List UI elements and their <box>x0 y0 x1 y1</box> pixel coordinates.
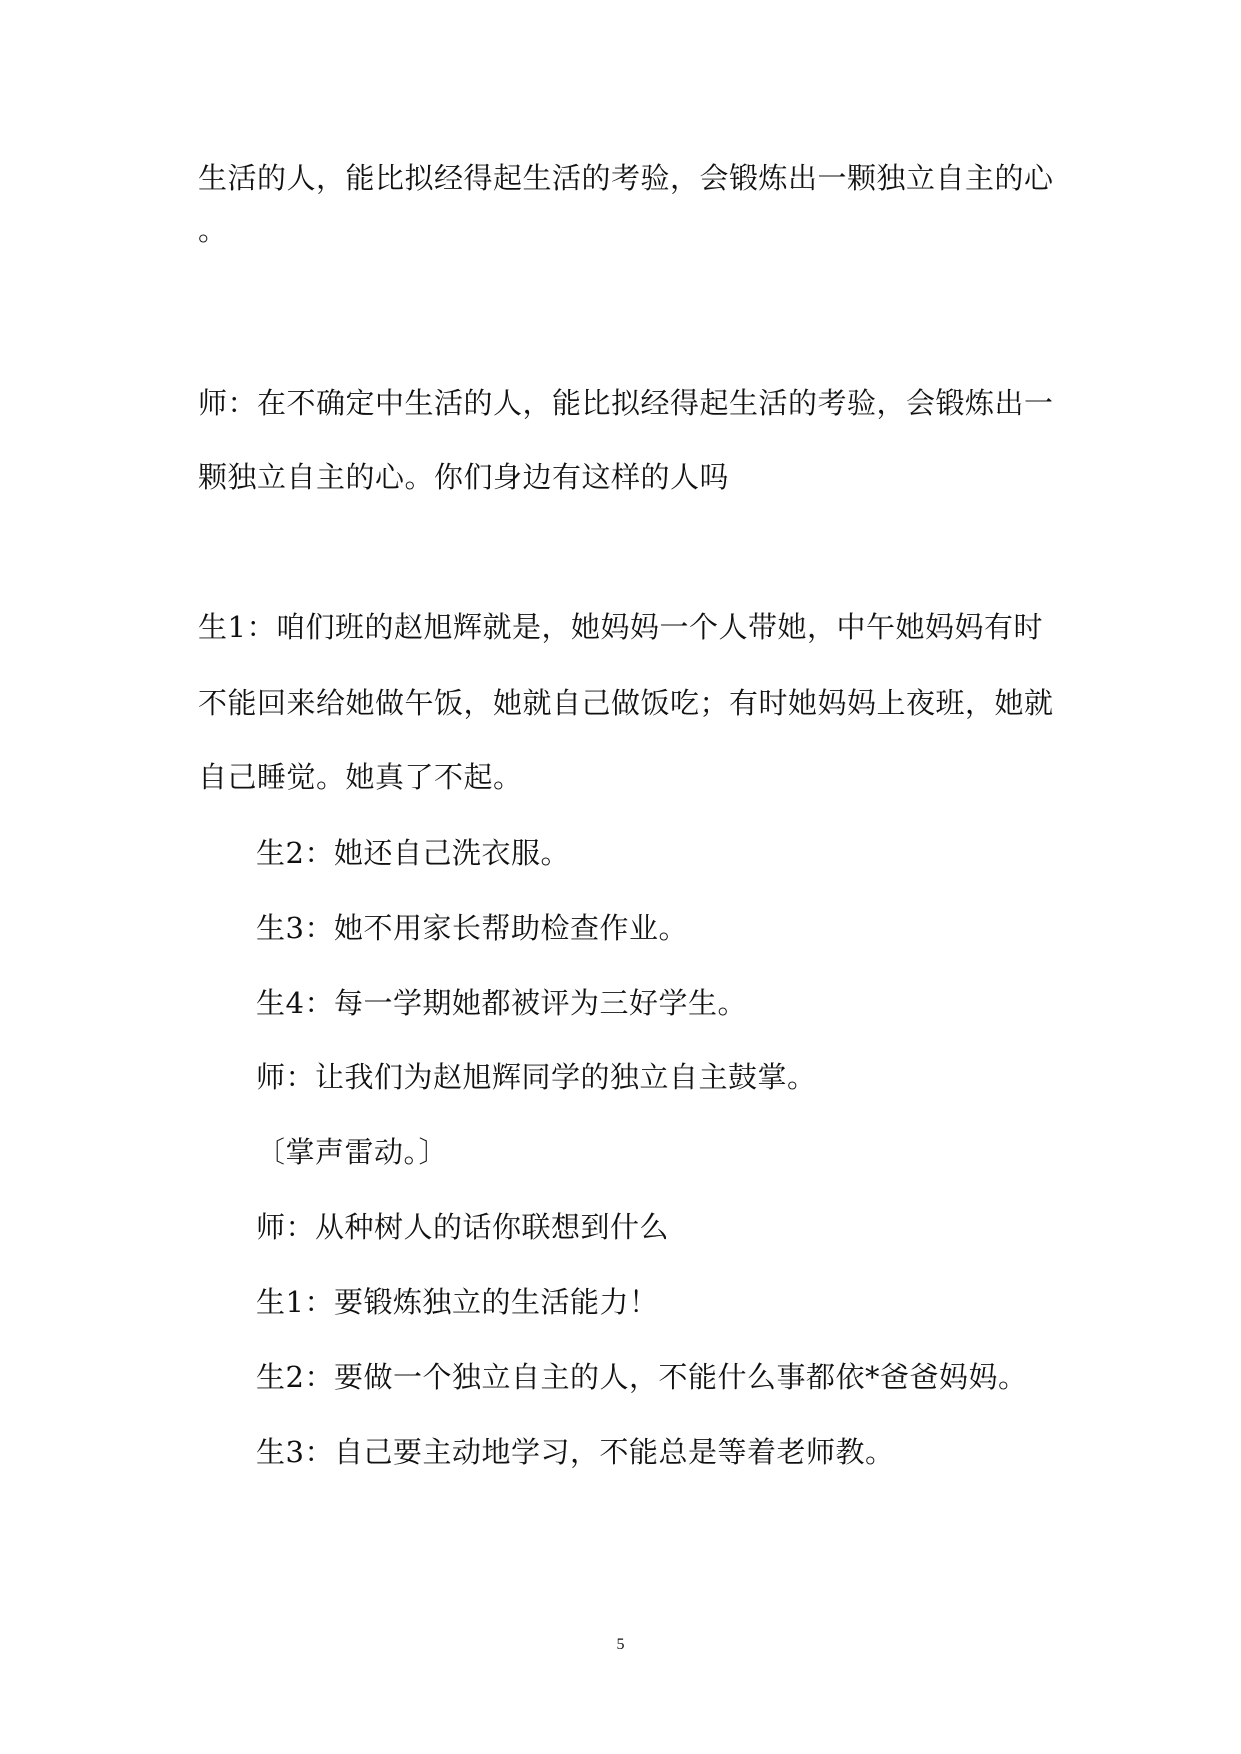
paragraph-3-line-2: 不能回来给她做午饭，她就自己做饭吃；有时她妈妈上夜班，她就 <box>198 686 1054 720</box>
paragraph-2-line-2: 颗独立自主的心。你们身边有这样的人吗 <box>198 460 730 494</box>
paragraph-1-line-2: 。 <box>198 213 228 247</box>
page-number: 5 <box>616 1636 625 1653</box>
dialogue-line: 生4：每一学期她都被评为三好学生。 <box>256 986 747 1020</box>
paragraph-3-line-1: 生1：咱们班的赵旭辉就是，她妈妈一个人带她，中午她妈妈有时 <box>198 610 1043 644</box>
dialogue-line: 生3：自己要主动地学习，不能总是等着老师教。 <box>256 1435 895 1469</box>
dialogue-line: 师：让我们为赵旭辉同学的独立自主鼓掌。 <box>256 1060 817 1094</box>
paragraph-2-line-1: 师：在不确定中生活的人，能比拟经得起生活的考验，会锻炼出一 <box>198 386 1054 420</box>
dialogue-line: 生1：要锻炼独立的生活能力！ <box>256 1285 659 1319</box>
dialogue-line: 生2：她还自己洗衣服。 <box>256 836 570 870</box>
dialogue-line: 〔掌声雷动。〕 <box>256 1135 449 1169</box>
paragraph-1-line-1: 生活的人，能比拟经得起生活的考验，会锻炼出一颗独立自主的心 <box>198 161 1054 195</box>
dialogue-line: 生2：要做一个独立自主的人，不能什么事都依*爸爸妈妈。 <box>256 1360 1028 1394</box>
paragraph-3-line-3: 自己睡觉。她真了不起。 <box>198 760 523 794</box>
dialogue-line: 生3：她不用家长帮助检查作业。 <box>256 911 688 945</box>
dialogue-line: 师：从种树人的话你联想到什么 <box>256 1210 670 1244</box>
